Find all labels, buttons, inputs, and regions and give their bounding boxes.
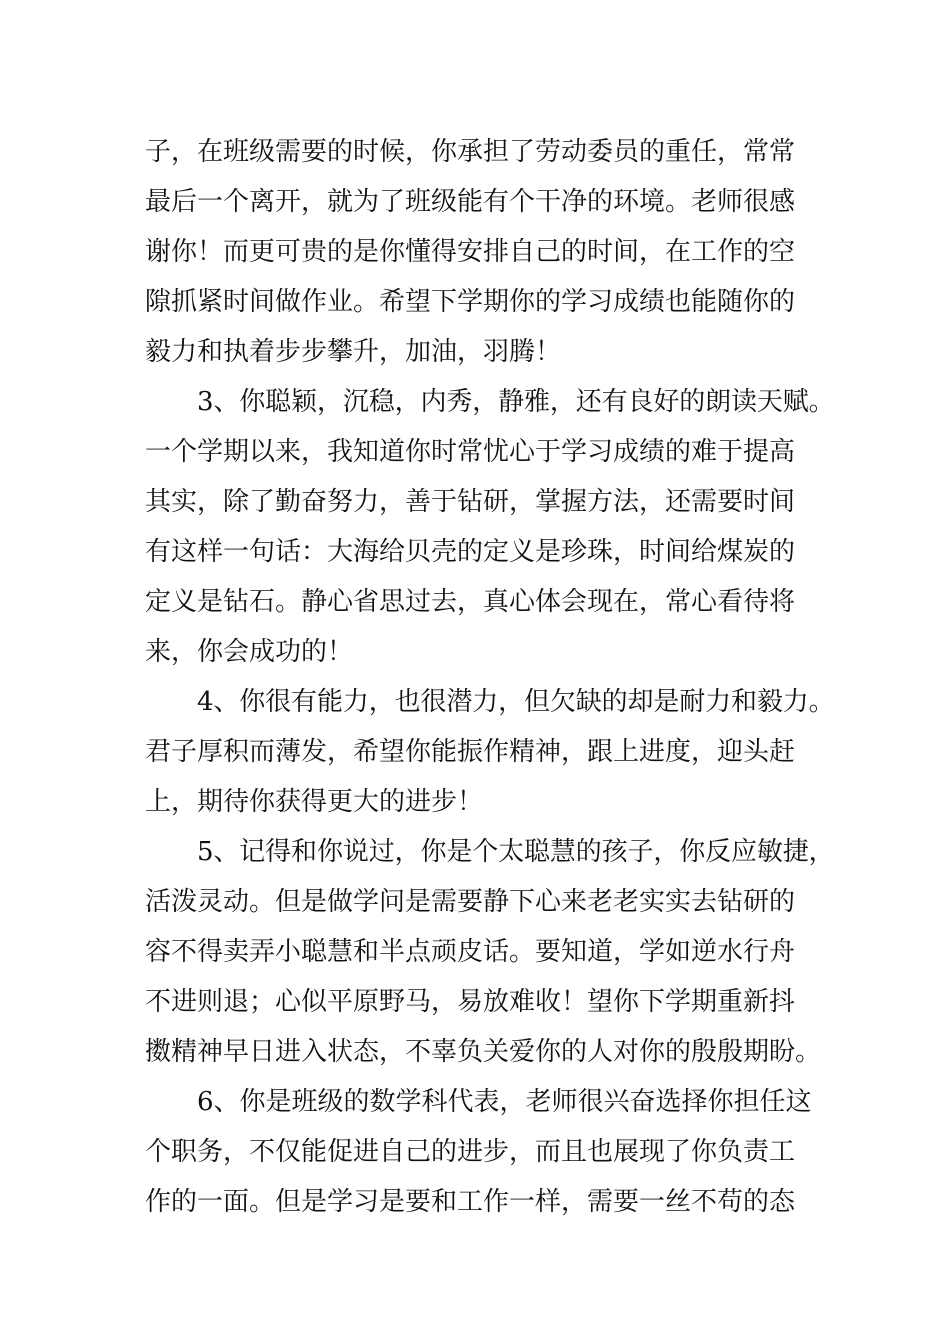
text-line: 谢你！而更可贵的是你懂得安排自己的时间，在工作的空 [145, 237, 796, 267]
text-line: 子，在班级需要的时候，你承担了劳动委员的重任，常常 [145, 137, 796, 167]
text-line: 隙抓紧时间做作业。希望下学期你的学习成绩也能随你的 [145, 287, 796, 317]
paragraph-start-4: 4、你很有能力，也很潜力，但欠缺的却是耐力和毅力。 [197, 687, 835, 717]
paragraph-start-6: 6、你是班级的数学科代表，老师很兴奋选择你担任这 [197, 1087, 812, 1117]
text-line: 来，你会成功的！ [145, 637, 354, 667]
text-line: 最后一个离开，就为了班级能有个干净的环境。老师很感 [145, 187, 796, 217]
text-line: 其实，除了勤奋努力，善于钻研，掌握方法，还需要时间 [145, 487, 796, 517]
text-line: 活泼灵动。但是做学问是需要静下心来老老实实去钻研的 [145, 887, 796, 917]
text-line: 作的一面。但是学习是要和工作一样，需要一丝不苟的态 [145, 1187, 796, 1217]
text-line: 有这样一句话：大海给贝壳的定义是珍珠，时间给煤炭的 [145, 537, 796, 567]
text-line: 容不得卖弄小聪慧和半点顽皮话。要知道，学如逆水行舟 [145, 937, 796, 967]
text-line: 不进则退；心似平原野马，易放难收！望你下学期重新抖 [145, 987, 796, 1017]
text-line: 定义是钻石。静心省思过去，真心体会现在，常心看待将 [145, 587, 796, 617]
document-body [145, 127, 835, 1227]
paragraph-start-3: 3、你聪颖，沉稳，内秀，静雅，还有良好的朗读天赋。 [197, 387, 835, 417]
text-line: 上，期待你获得更大的进步！ [145, 787, 484, 817]
text-line: 擞精神早日进入状态，不辜负关爱你的人对你的殷殷期盼。 [145, 1037, 822, 1067]
paragraph-start-5: 5、记得和你说过，你是个太聪慧的孩子，你反应敏捷， [197, 837, 835, 867]
text-line: 个职务，不仅能促进自己的进步，而且也展现了你负责工 [145, 1137, 796, 1167]
text-line: 毅力和执着步步攀升，加油，羽腾！ [145, 337, 562, 367]
text-line: 一个学期以来，我知道你时常忧心于学习成绩的难于提高 [145, 437, 796, 467]
text-line: 君子厚积而薄发，希望你能振作精神，跟上进度，迎头赶 [145, 737, 796, 767]
